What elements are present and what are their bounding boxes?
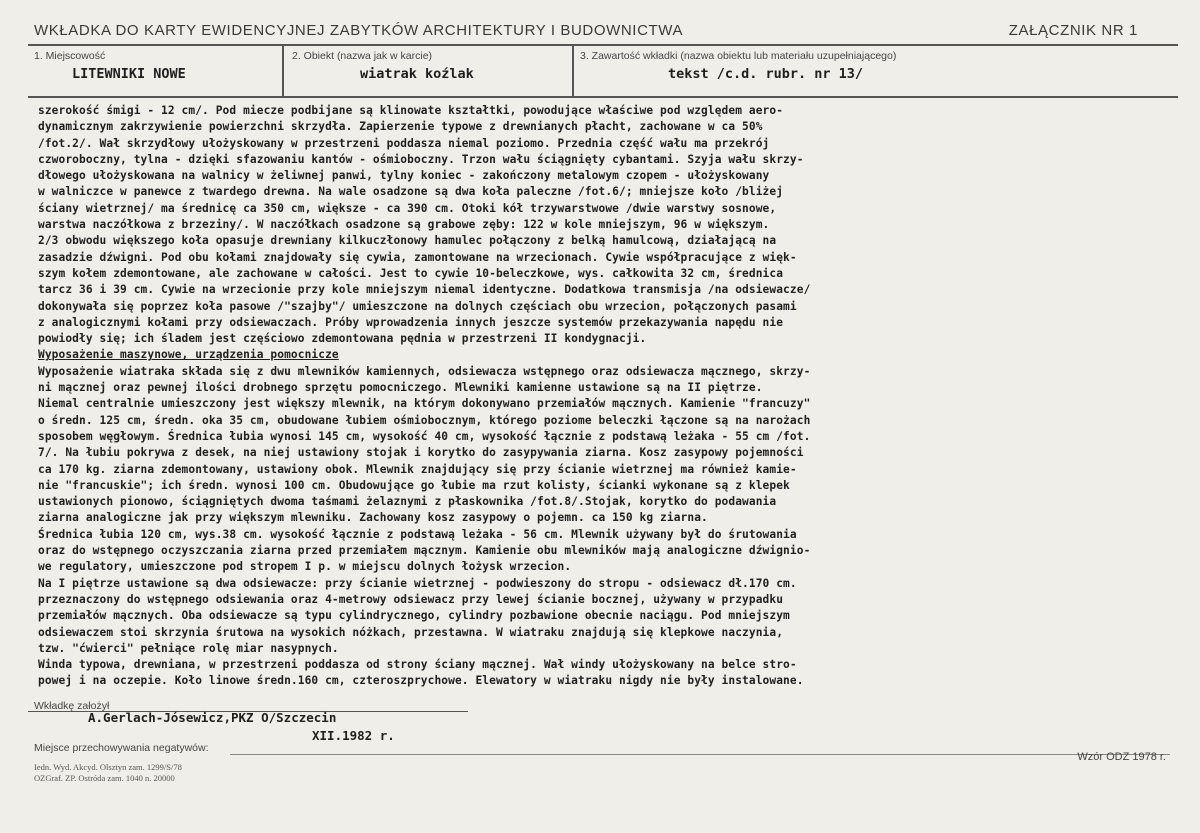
field-divider-1: [282, 44, 284, 96]
text-line: tzw. "ćwierci" pełniące rolę miar nasypnych.: [38, 641, 339, 655]
text-line: o średn. 125 cm, średn. oka 35 cm, obudowane łubiem ośmiobocznym, którego poziome beleczki łączone są na narożach: [38, 413, 811, 427]
field-divider-2: [572, 44, 574, 96]
text-line: ni mącznej oraz pewnej ilości drobnego sprzętu pomocniczego. Mlewniki kamienne ustawione są na II piętrze.: [38, 381, 763, 395]
text-line: ziarna analogiczne jak przy większym mlewniku. Zachowany kosz zasypowy o pojemn. ca 150 kg ziarna.: [38, 511, 708, 525]
text-line: sposobem węgłowym. Średnica łubia wynosi 145 cm, wysokość 40 cm, wysokość łącznie z podstawą leżaka - 55 cm /fot.: [38, 429, 811, 443]
text-line: czworoboczny, tylna - dzięki sfazowaniu kantów - ośmioboczny. Trzon wału ściągnięty cybantami. Szyja wału skrzy-: [38, 152, 804, 166]
text-line: szym kołem zdemontowane, ale zachowane w całości. Jest to cywie 10-beleczkowe, wys. całkowita 32 cm, średnica: [38, 266, 784, 280]
typed-body-text: [38, 103, 1178, 690]
text-line: ustawionych pionowo, ściągniętych dwoma taśmami żelaznymi z płaskownika /fot.8/.Stojak, korytko do podawania: [38, 495, 777, 509]
text-line: odsiewaczem stoi skrzynia śrutowa na wysokich nóżkach, przestawna. W wiatraku znajdują się klepkowe naczynia,: [38, 625, 784, 639]
text-line: dłowego ułożyskowana na walnicy w żeliwnej panwi, tylny koniec - zakończony metalowym czopem - ułożyskowany: [38, 169, 770, 183]
text-line: dokonywała się poprzez koła pasowe /"szajby"/ umieszczone na dolnych częściach obu wrzecion, połączonych pasami: [38, 299, 797, 313]
text-line: tarcz 36 i 39 cm. Cywie na wrzecionie przy kole mniejszym niemal identyczne. Dodatkowa transmisja /na odsiewacze/: [38, 283, 811, 297]
text-line: we regulatory, umieszczone pod stropem I p. w miejscu dolnych łożysk wrzecion.: [38, 560, 572, 574]
text-line: przemiałów mącznych. Oba odsiewacze są typu cylindrycznego, cylindry pozbawione obecnie naciągu. Pod mniejszym: [38, 609, 790, 623]
text-line: ca 170 kg. ziarna zdemontowany, ustawiony obok. Mlewnik znajdujący się przy ścianie wietrznej ma również kamie-: [38, 462, 797, 476]
section-heading: Wyposażenie maszynowe, urządzenia pomocnicze: [38, 348, 339, 362]
text-line: ściany wietrznej/ ma średnicę ca 350 cm, większe - ca 390 cm. Otoki kół trzywarstwowe /dwie warstwy sosnowe,: [38, 201, 777, 215]
text-line: przeznaczony do wstępnego odsiewania oraz 4-metrowy odsiewacz przy lewej ścianie bocznej, używany w przypadku: [38, 592, 784, 606]
text-line: powiodły się; ich śladem jest częściowo zdemontowana pędnia w przestrzeni II kondygnacji.: [38, 332, 647, 346]
printer-info-2: OZGraf. ZP. Ostróda zam. 1040 n. 20000: [34, 773, 175, 783]
form-title: WKŁADKA DO KARTY EWIDENCYJNEJ ZABYTKÓW ARCHITEKTURY I BUDOWNICTWA: [34, 22, 684, 39]
text-line: zasadzie dźwigni. Pod obu kołami znajdowały się cywia, zamontowane na wrzecionach. Cywie współpracujące z więk-: [38, 250, 797, 264]
text-line: w walniczce w panewce z twardego drewna. Na wale osadzone są dwa koła paleczne /fot.6/; mniejsze koło /bliżej: [38, 185, 784, 199]
text-line: z analogicznymi kołami przy odsiewaczach. Próby wprowadzenia innych jeszcze systemów przekazywania napędu nie: [38, 315, 784, 329]
negatives-location-label: Miejsce przechowywania negatywów:: [34, 742, 209, 754]
fields-rule: [28, 96, 1178, 98]
text-line: Winda typowa, drewniana, w przestrzeni poddasza od strony ściany mącznej. Wał windy ułożyskowany na belce stro-: [38, 658, 797, 672]
header-rule: [28, 44, 1178, 46]
object-label: 2. Obiekt (nazwa jak w karcie): [292, 50, 433, 62]
text-line: /fot.2/. Wał skrzydłowy ułożyskowany w przestrzeni poddasza niemal poziomo. Przednia część wału ma przekrój: [38, 136, 770, 150]
annex-number: ZAŁĄCZNIK NR 1: [1008, 22, 1138, 39]
text-line: 7/. Na łubiu pokrywa z desek, na niej ustawiony stojak i korytko do zasypywania ziarna. Kosz zasypowy pojemności: [38, 446, 804, 460]
compiled-by-label: Wkładkę założył: [34, 700, 110, 712]
author-signature: A.Gerlach-Jósewicz,PKZ O/Szczecin: [88, 710, 337, 725]
text-line: powej i na oczepie. Koło linowe średn.160 cm, czteroszprychowe. Elewatory w wiatraku nigdy nie były instalowane.: [38, 674, 804, 688]
locality-label: 1. Miejscowość: [34, 50, 106, 62]
content-value: tekst /c.d. rubr. nr 13/: [668, 66, 864, 82]
text-line: Średnica łubia 120 cm, wys.38 cm. wysokość łącznie z podstawą leżaka - 56 cm. Mlewnik używany był do śrutowania: [38, 527, 797, 541]
content-label: 3. Zawartość wkładki (nazwa obiektu lub materiału uzupełniającego): [580, 50, 897, 62]
text-line: Wyposażenie wiatraka składa się z dwu mlewników kamiennych, odsiewacza wstępnego oraz odsiewacza mącznego, skrzy-: [38, 364, 811, 378]
text-line: 2/3 obwodu większego koła opasuje drewniany kilkuczłonowy hamulec połączony z belką hamulcową, działającą na: [38, 234, 777, 248]
text-line: warstwa naczółkowa z brzeziny/. W naczółkach osadzone są grabowe zęby: 122 w kole mniejszym, 96 w większym.: [38, 218, 770, 232]
text-line: oraz do wstępnego oczyszczania ziarna przed przemiałem mącznym. Kamienie obu mlewników mają analogiczne dźwignio-: [38, 544, 811, 558]
text-line: nie "francuskie"; ich średn. wynosi 100 cm. Obudowujące go łubie ma rzut kolisty, ścianki wykonane są z klepek: [38, 478, 790, 492]
negatives-rule: [230, 754, 1170, 755]
form-code: Wzór ODZ 1978 r.: [1077, 751, 1166, 763]
text-line: szerokość śmigi - 12 cm/. Pod miecze podbijane są klinowate kształtki, powodujące właściwe pod względem aero-: [38, 104, 784, 117]
object-value: wiatrak koźlak: [360, 66, 474, 82]
printer-info-1: Iedn. Wyd. Akcyd. Olsztyn zam. 1299/S/78: [34, 762, 182, 772]
locality-value: LITEWNIKI NOWE: [72, 66, 186, 82]
text-line: dynamicznym zakrzywienie powierzchni skrzydła. Zapierzenie typowe z drewnianych płacht, zachowane w ca 50%: [38, 120, 763, 134]
text-line: Na I piętrze ustawione są dwa odsiewacze: przy ścianie wietrznej - podwieszony do stropu - odsiewacz dł.170 cm.: [38, 576, 797, 590]
text-line: Niemal centralnie umieszczony jest większy mlewnik, na którym dokonywano przemiałów mącznych. Kamienie "francuzy": [38, 397, 811, 411]
compile-date: XII.1982 r.: [312, 728, 395, 743]
